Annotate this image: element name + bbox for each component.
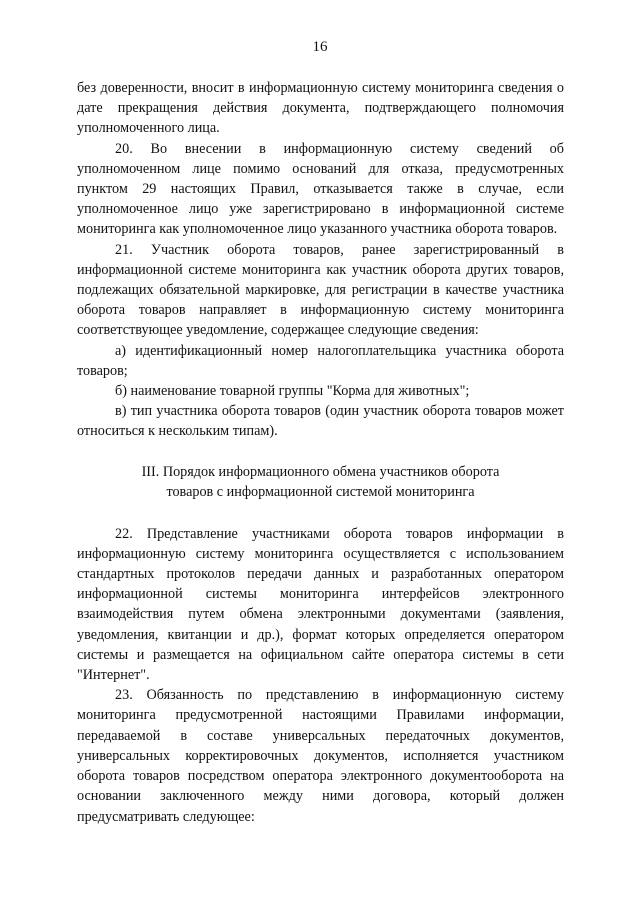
paragraph-continuation: без доверенности, вносит в информационную систему мониторинга сведения о дате прекращения действия документа, подтверждающего полномочия уполномоченного лица.	[77, 80, 564, 137]
section-heading-line-2: товаров с информационной системой мониторинга	[166, 483, 475, 500]
list-item-a: а) идентификационный номер налогоплательщика участника оборота товаров;	[77, 342, 564, 379]
paragraph-20: 20. Во внесении в информационную систему сведений об уполномоченном лице помимо оснований для отказа, предусмотренных пунктом 29 настоящих Правил, отказывается также в случае, если уполномоченное лицо уже зарегистрировано в информационной системе мониторинга как уполномоченное лицо указанного участника оборота товаров.	[77, 140, 564, 238]
list-item-c: в) тип участника оборота товаров (один участник оборота товаров может относиться к нескольким типам).	[77, 403, 564, 440]
section-heading-line-1: III. Порядок информационного обмена участников оборота	[141, 463, 500, 480]
paragraph-21: 21. Участник оборота товаров, ранее зарегистрированный в информационной системе мониторинга как участник оборота других товаров, подлежащих обязательной маркировке, для регистрации в качестве участника оборота товаров направляет в информационную систему мониторинга соответствующее уведомление, содержащее следующие сведения:	[77, 241, 564, 339]
paragraph-22: 22. Представление участниками оборота товаров информации в информационную систему мониторинга осуществляется с использованием стандартных протоколов передачи данных и разработанных оператором информационной системы мониторинга интерфейсов электронного взаимодействия путем обмена электронными документами (заявления, уведомления, квитанции и др.), формат которых определяется оператором системы и размещается на официальном сайте оператора системы в сети "Интернет".	[77, 525, 564, 684]
list-item-b: б) наименование товарной группы "Корма для животных";	[115, 383, 470, 400]
document-body	[77, 78, 564, 827]
page-number: 16	[312, 39, 328, 55]
paragraph-23: 23. Обязанность по представлению в информационную систему мониторинга предусмотренной настоящими Правилами информации, передаваемой в составе универсальных передаточных документов, универсальных корректировочных документов, исполняется участником оборота товаров посредством оператора электронного документооборота на основании заключенного между ними договора, который должен предусматривать следующее:	[77, 687, 564, 825]
section-heading	[77, 462, 564, 502]
